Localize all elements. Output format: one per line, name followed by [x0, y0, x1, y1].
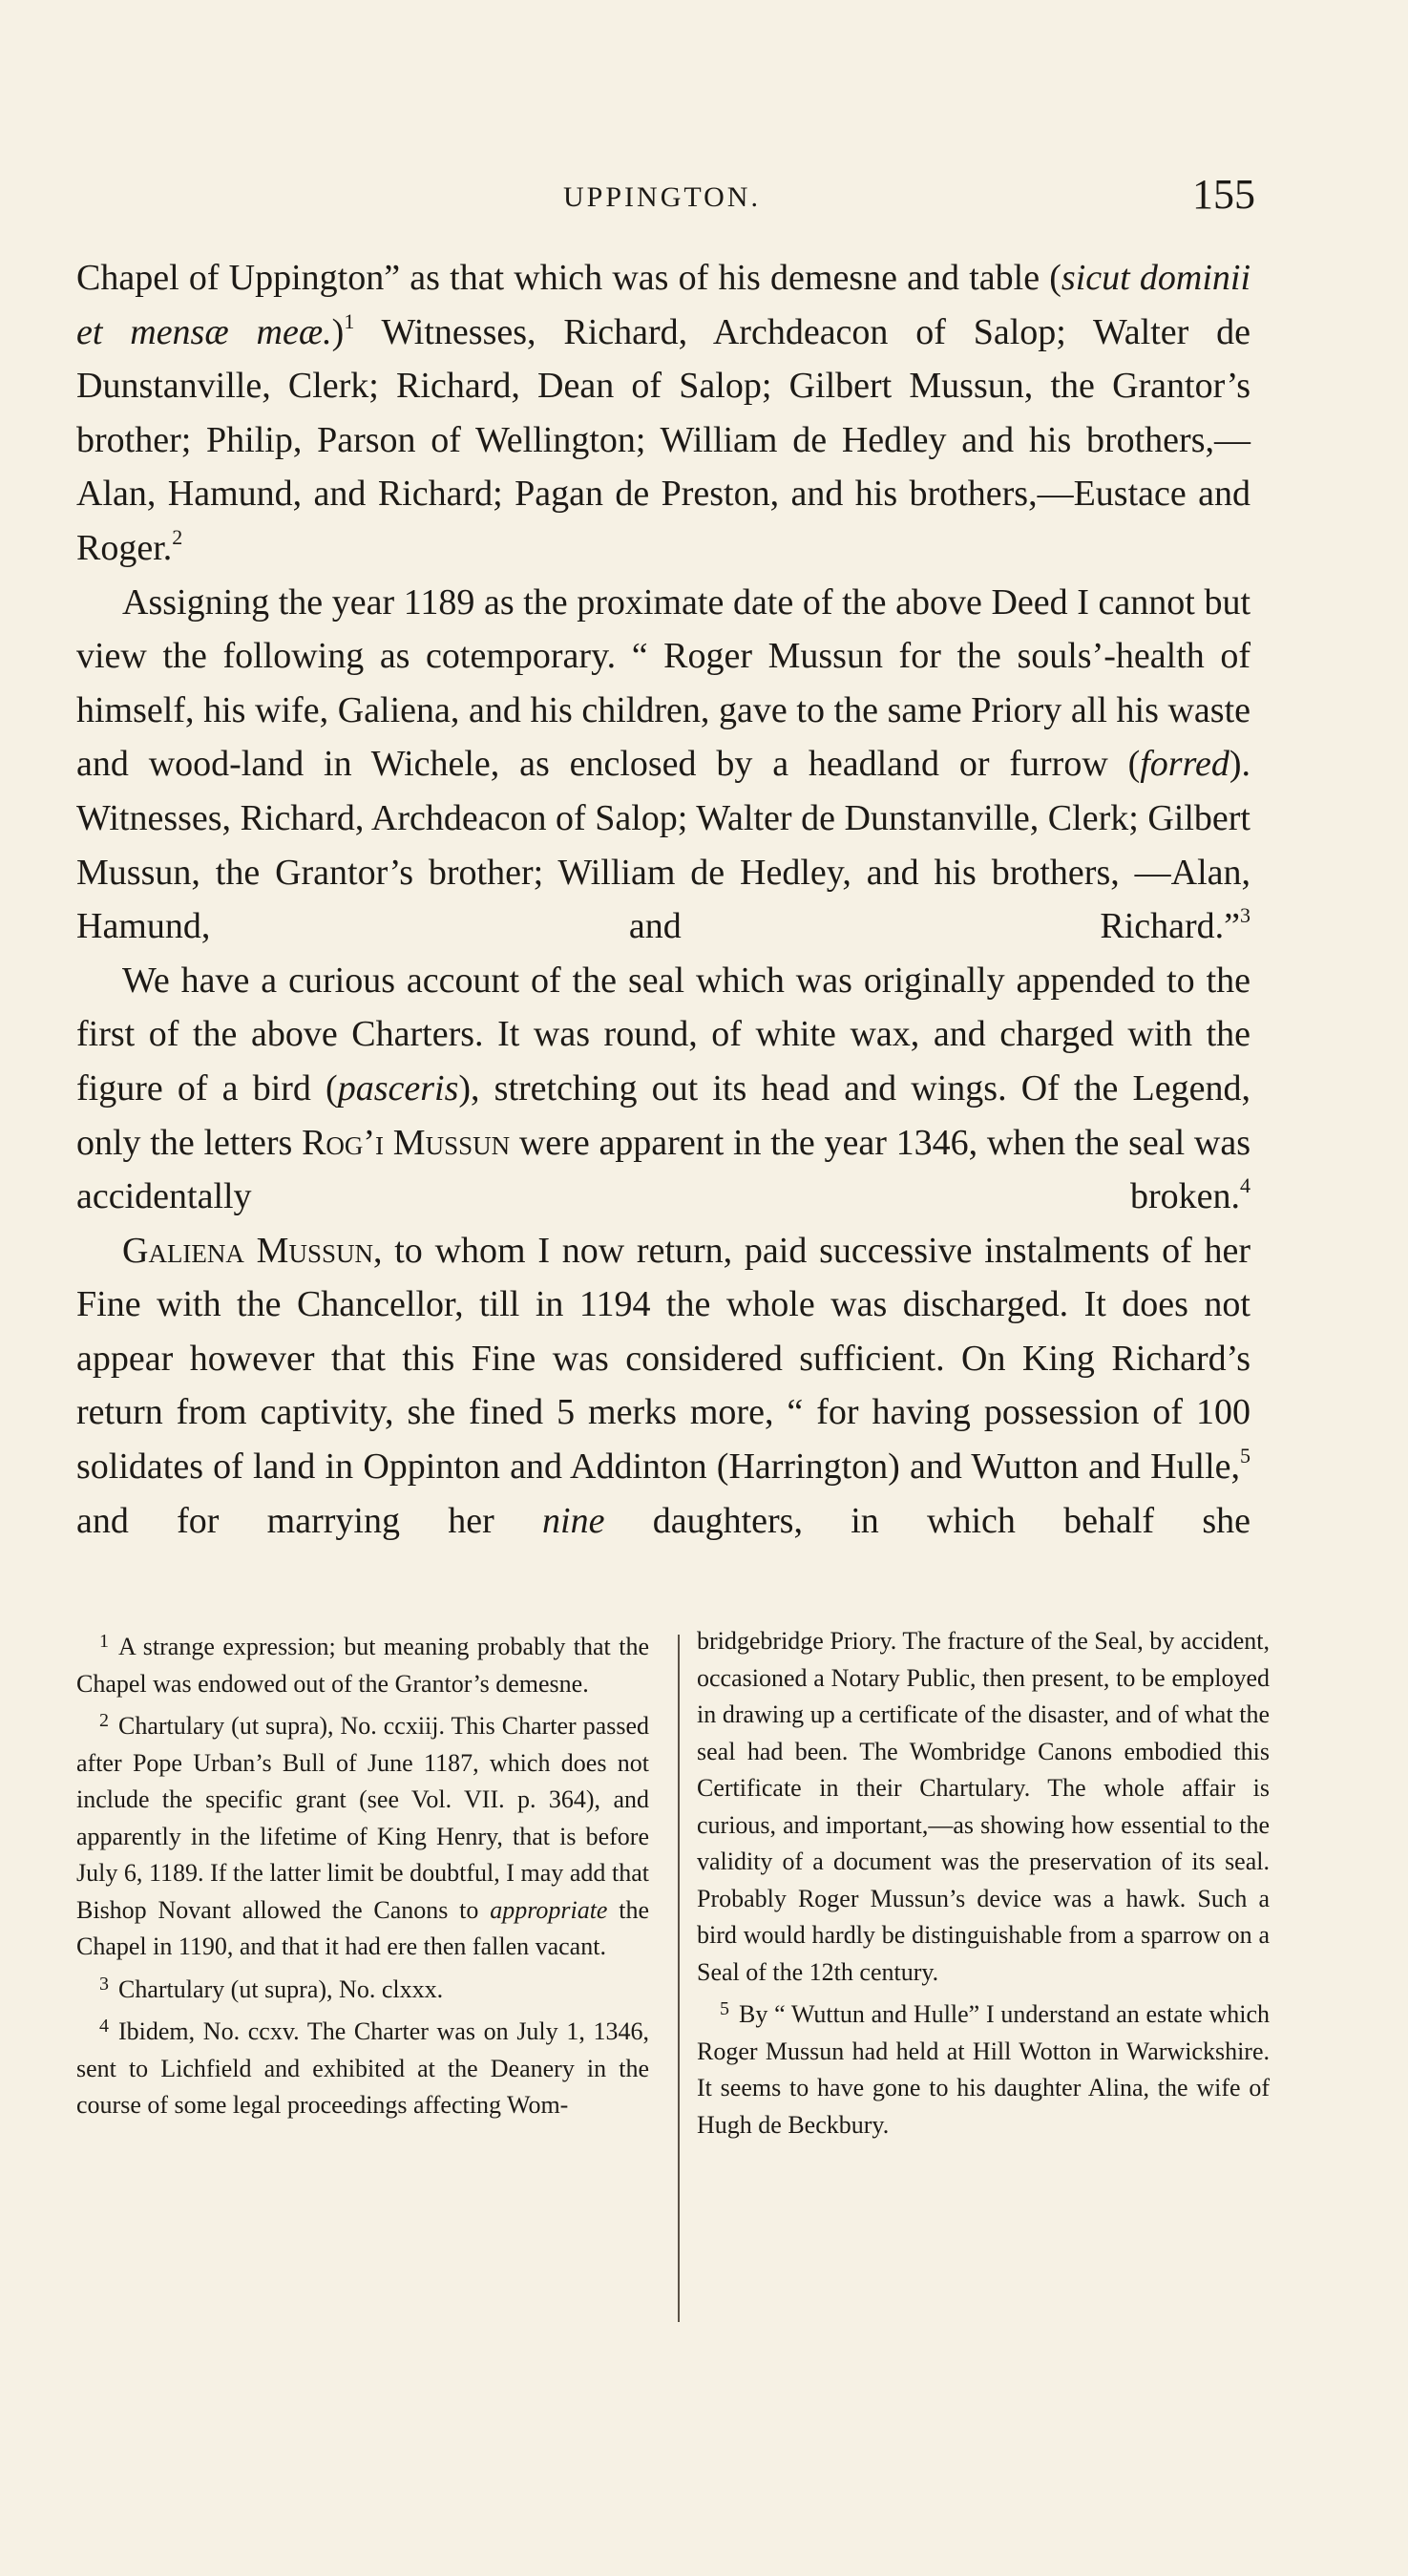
text-run: and for marrying her: [76, 1500, 543, 1541]
main-text: [76, 251, 1250, 1548]
latin-word: pasceris: [337, 1067, 459, 1109]
footnote-ref: 4: [1240, 1173, 1250, 1198]
paragraph-2: [76, 576, 1250, 954]
footnote-text: the Chapel in 1190, and that it had ere then fallen vacant.: [76, 1895, 650, 1960]
text-run: Chapel of Uppington” as that which was of his demesne and table (: [76, 258, 1061, 298]
text-run: daughters, in which behalf she: [604, 1500, 1250, 1541]
footnote-2: [76, 1702, 649, 1966]
footnote-text: Chartulary (ut supra), No. ccxiij. This Charter passed after Pope Urban’s Bull of June 1187, which does not include the specific grant (see Vol. VII. p. 364), and apparently in the lifetime of King Henry, that is before July 6, 1189. If the latter limit be doubtful, I may add that Bishop Novant allowed the Canons to: [76, 1712, 649, 1924]
text-run: Witnesses, Richard, Archdeacon of Salop; Walter de Dunstanville, Clerk; Richard, Dean of Salop; Gilbert Mussun, the Grantor’s brother; Philip, Parson of Wellington; William de Hedley and his brothers,—Alan, Hamund, and Richard; Pagan de Preston, and his brothers,—Eustace and Roger.: [76, 311, 1250, 568]
emphasis: nine: [542, 1500, 605, 1541]
text-run: We have a curious account of the seal which was originally appended to the first of the above Charters. It was round, of white wax, and charged with the figure of a bird (: [76, 960, 1250, 1109]
footnote-5: [697, 1991, 1270, 2143]
footnote-1: [76, 1623, 649, 1702]
footnote-ref: 5: [1240, 1444, 1250, 1468]
page-header: [76, 170, 1255, 227]
footnotes: [76, 1623, 1270, 2349]
footnote-mark: 5: [720, 1998, 729, 2019]
footnote-column-left: [76, 1623, 649, 2124]
text-run: ). Witnesses, Richard, Archdeacon of Salop; Walter de Dunstanville, Clerk; Gilbert Mussun, the Grantor’s brother; William de Hedley, and his brothers, —Alan, Hamund, and Richard.”: [76, 744, 1250, 947]
column-divider: [678, 1635, 680, 2322]
footnote-mark: 2: [99, 1710, 109, 1731]
footnote-text: Chartulary (ut supra), No. clxxx.: [118, 1974, 444, 2003]
person-name: Galiena Mussun: [122, 1230, 373, 1271]
text-run: were apparent in the year 1346, when the seal was accidentally broken.: [76, 1122, 1250, 1217]
latin-word: forred: [1140, 744, 1229, 785]
footnote-mark: 1: [99, 1631, 109, 1652]
footnote-3: [76, 1966, 649, 2009]
footnote-4-continued: [697, 1623, 1270, 1991]
footnote-text: bridgebridge Priory. The fracture of the Seal, by accident, occasioned a Notary Public, then present, to be employed in drawing up a certificate of the disaster, and of what the seal had been. The Wombridge Canons embodied this Certificate in their Chartulary. The whole affair is curious, and important,—as showing how essential to the validity of a document was the preservation of its seal. Probably Roger Mussun’s device was a hawk. Such a bird would hardly be distinguishable from a sparrow on a Seal of the 12th century.: [697, 1627, 1270, 1986]
footnote-column-right: [697, 1623, 1270, 2143]
seal-legend: Rog’i Mussun: [302, 1122, 511, 1163]
page-number: 155: [1192, 171, 1255, 218]
text-run: ), stretching out its head and wings. Of the Legend, only the letters: [76, 1067, 1250, 1163]
text-run: ): [331, 311, 345, 352]
paragraph-3: [76, 954, 1250, 1224]
footnote-ref: 2: [172, 524, 183, 549]
emphasis: appropriate: [490, 1895, 608, 1924]
running-head: UPPINGTON.: [563, 181, 761, 213]
footnote-text: Ibidem, No. ccxv. The Charter was on July 1, 1346, sent to Lichfield and exhibited at the Deanery in the course of some legal proceedings affecting Wom-: [76, 2017, 649, 2119]
footnote-4: [76, 2008, 649, 2124]
paragraph-4: [76, 1224, 1250, 1549]
footnote-ref: 1: [344, 308, 355, 333]
footnote-mark: 3: [99, 1973, 109, 1995]
paragraph-1: [76, 251, 1250, 576]
footnote-mark: 4: [99, 2016, 109, 2037]
text-run: , to whom I now return, paid successive instalments of her Fine with the Chancellor, till in 1194 the whole was discharged. It does not appear however that this Fine was considered sufficient. On King Richard’s return from captivity, she fined 5 merks more, “ for having possession of 100 solidates of land in Oppinton and Addinton (Harrington) and Wutton and Hulle,: [76, 1230, 1251, 1488]
footnote-text: By “ Wuttun and Hulle” I understand an estate which Roger Mussun had held at Hill Wotton in Warwickshire. It seems to have gone to his daughter Alina, the wife of Hugh de Beckbury.: [697, 2000, 1270, 2139]
latin-phrase: sicut dominii et mensæ meæ.: [76, 258, 1250, 352]
footnote-ref: 3: [1240, 903, 1250, 928]
text-run: Assigning the year 1189 as the proximate date of the above Deed I cannot but view the following as cotemporary. “ Roger Mussun for the souls’-health of himself, his wife, Galiena, and his children, gave to the same Priory all his waste and wood-land in Wichele, as enclosed by a headland or furrow (: [76, 581, 1250, 785]
footnote-text: A strange expression; but meaning probably that the Chapel was endowed out of the Grantor’s demesne.: [76, 1633, 649, 1698]
